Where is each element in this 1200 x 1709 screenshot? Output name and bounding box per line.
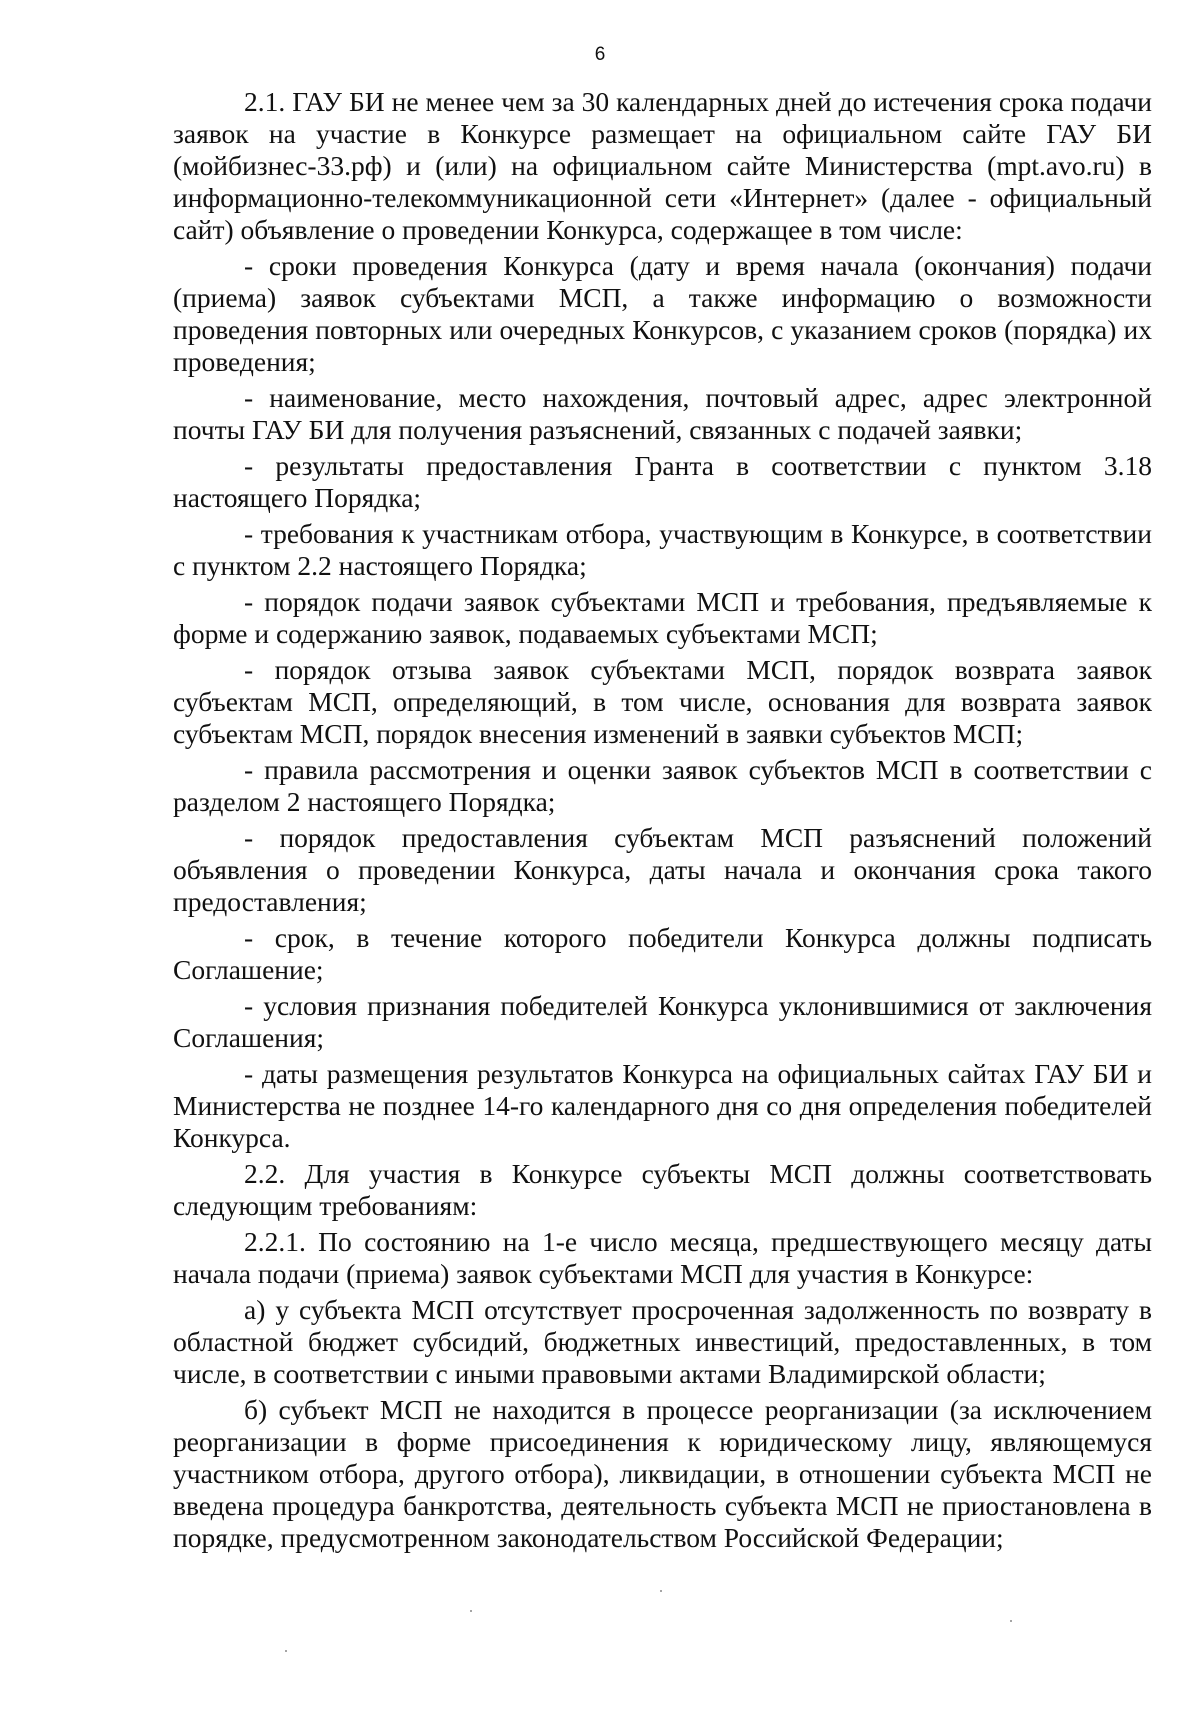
paragraph-2-1: 2.1. ГАУ БИ не менее чем за 30 календарных дней до истечения срока подачи заявок на участие в Конкурсе размещает на официальном сайте ГАУ БИ (мойбизнес-33.рф) и (или) на официальном сайте Министерства (mpt.avo.ru) в информационно-телекоммуникационной сети «Интернет» (далее - официальный сайт) объявление о проведении Конкурса, содержащее в том числе:	[173, 86, 1152, 245]
scan-speck	[470, 1610, 472, 1612]
scan-speck	[285, 1650, 287, 1652]
document-body	[173, 86, 1152, 1558]
list-item-evaluation-rules: - правила рассмотрения и оценки заявок субъектов МСП в соответствии с разделом 2 настоящего Порядка;	[173, 754, 1152, 817]
list-item-submission-procedure: - порядок подачи заявок субъектами МСП и требования, предъявляемые к форме и содержанию заявок, подаваемых субъектами МСП;	[173, 586, 1152, 649]
list-item-contacts: - наименование, место нахождения, почтовый адрес, адрес электронной почты ГАУ БИ для получения разъяснений, связанных с подачей заявки;	[173, 382, 1152, 445]
list-item-deadlines: - сроки проведения Конкурса (дату и время начала (окончания) подачи (приема) заявок субъектами МСП, а также информацию о возможности проведения повторных или очередных Конкурсов, с указанием сроков (порядка) их проведения;	[173, 250, 1152, 377]
scan-speck	[1010, 1620, 1012, 1622]
item-a-no-overdue-debt: а) у субъекта МСП отсутствует просроченная задолженность по возврату в областной бюджет субсидий, бюджетных инвестиций, предоставленных, в том числе, в соответствии с иными правовыми актами Владимирской области;	[173, 1294, 1152, 1389]
list-item-withdrawal-procedure: - порядок отзыва заявок субъектами МСП, порядок возврата заявок субъектам МСП, определяющий, в том числе, основания для возврата заявок субъектам МСП, порядок внесения изменений в заявки субъектов МСП;	[173, 654, 1152, 749]
page-number: 6	[594, 44, 606, 65]
scan-speck	[660, 1590, 662, 1592]
list-item-signing-deadline: - срок, в течение которого победители Конкурса должны подписать Соглашение;	[173, 922, 1152, 985]
list-item-evasion-conditions: - условия признания победителей Конкурса уклонившимися от заключения Соглашения;	[173, 990, 1152, 1053]
list-item-grant-results: - результаты предоставления Гранта в соответствии с пунктом 3.18 настоящего Порядка;	[173, 450, 1152, 513]
list-item-clarification-procedure: - порядок предоставления субъектам МСП разъяснений положений объявления о проведении Конкурса, даты начала и окончания срока такого предоставления;	[173, 822, 1152, 917]
paragraph-2-2-1: 2.2.1. По состоянию на 1-е число месяца, предшествующего месяцу даты начала подачи (приема) заявок субъектами МСП для участия в Конкурсе:	[173, 1226, 1152, 1289]
item-b-no-reorganization: б) субъект МСП не находится в процессе реорганизации (за исключением реорганизации в форме присоединения к юридическому лицу, являющемуся участником отбора, другого отбора), ликвидации, в отношении субъекта МСП не введена процедура банкротства, деятельность субъекта МСП не приостановлена в порядке, предусмотренном законодательством Российской Федерации;	[173, 1394, 1152, 1553]
paragraph-2-2: 2.2. Для участия в Конкурсе субъекты МСП должны соответствовать следующим требованиям:	[173, 1158, 1152, 1221]
list-item-results-publication: - даты размещения результатов Конкурса на официальных сайтах ГАУ БИ и Министерства не позднее 14-го календарного дня со дня определения победителей Конкурса.	[173, 1058, 1152, 1153]
list-item-participant-requirements: - требования к участникам отбора, участвующим в Конкурсе, в соответствии с пунктом 2.2 настоящего Порядка;	[173, 518, 1152, 581]
